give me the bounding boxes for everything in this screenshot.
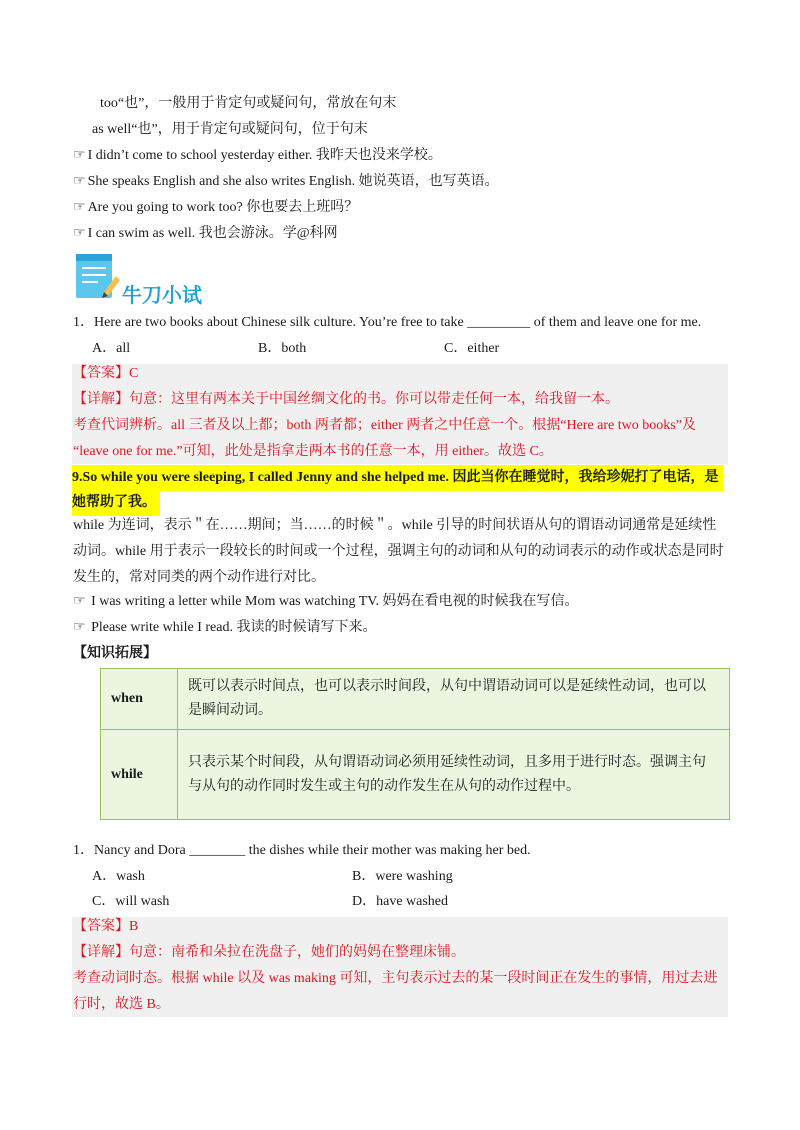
answer-detail: 行时，故选 B。 <box>73 997 170 1012</box>
question-stem: 1．Nancy and Dora ________ the dishes while their mother was making her bed. <box>73 843 531 858</box>
answer-detail: 【详解】句意：南希和朵拉在洗盘子，她们的妈妈在整理床铺。 <box>73 945 465 960</box>
answer-detail: “leave one for me.”可知，此处是指拿走两本书的任意一本，用 either。故选 C。 <box>73 444 553 459</box>
table-key: when <box>101 669 178 730</box>
option-a: A．wash <box>92 869 145 884</box>
example-sentence: ☞ I can swim as well. 我也会游泳。学@科网 <box>73 226 338 241</box>
knowledge-title: 【知识拓展】 <box>73 646 157 661</box>
option-d: D．have washed <box>352 894 449 909</box>
explanation-text: while 为连词，表示＂在……期间；当……的时候＂。while 引导的时间状语从句的谓语动词通常是延续性 <box>73 518 717 533</box>
answer-label: 【答案】B <box>73 919 139 934</box>
hand-pointer-icon: ☞ <box>73 174 86 189</box>
example-sentence: ☞ I was writing a letter while Mom was watching TV. 妈妈在看电视的时候我在写信。 <box>73 594 579 609</box>
notepad-pencil-icon <box>74 252 122 302</box>
hand-pointer-icon: ☞ <box>73 620 86 635</box>
option-c: C．will wash <box>92 894 170 909</box>
question-stem: 1．Here are two books about Chinese silk culture. You’re free to take _________ of them and leave one for me. <box>73 315 702 330</box>
example-sentence: ☞ I didn’t come to school yesterday either. 我昨天也没来学校。 <box>73 148 442 163</box>
example-sentence: ☞ She speaks English and she also writes English. 她说英语，也写英语。 <box>73 174 499 189</box>
option-b: B．were washing <box>352 869 453 884</box>
section-title: 牛刀小试 <box>122 283 202 307</box>
hand-pointer-icon: ☞ <box>73 148 86 163</box>
hand-pointer-icon: ☞ <box>73 226 86 241</box>
usage-as-well: as well“也”，用于肯定句或疑问句，位于句末 <box>92 122 368 137</box>
answer-detail: 考查代词辨析。all 三者及以上都；both 两者都；either 两者之中任意一个。根据“Here are two books”及 <box>73 418 696 433</box>
hand-pointer-icon: ☞ <box>73 594 86 609</box>
answer-detail: 【详解】句意：这里有两本关于中国丝绸文化的书。你可以带走任何一本，给我留一本。 <box>73 392 619 407</box>
option-a: A．all <box>92 341 131 356</box>
answer-label: 【答案】C <box>73 366 139 381</box>
answer-detail: 考查动词时态。根据 while 以及 was making 可知，主句表示过去的某一段时间正在发生的事情，用过去进 <box>73 971 718 986</box>
table-row <box>101 669 730 730</box>
explanation-text: 动词。while 用于表示一段较长的时间或一个过程，强调主句的动词和从句的动词表示的动作或状态是同时 <box>73 544 724 559</box>
key-sentence-cont: 她帮助了我。 <box>72 490 160 516</box>
knowledge-table <box>100 668 730 820</box>
table-row <box>101 730 730 820</box>
table-value: 既可以表示时间点，也可以表示时间段，从句中谓语动词可以是延续性动词，也可以是瞬间动词。 <box>178 669 730 730</box>
option-b: B．both <box>258 341 307 356</box>
usage-too: too“也”，一般用于肯定句或疑问句，常放在句末 <box>100 96 397 111</box>
explanation-text: 发生的，常对同类的两个动作进行对比。 <box>73 570 325 585</box>
option-c: C．either <box>444 341 500 356</box>
key-sentence: 9.So while you were sleeping, I called Jenny and she helped me. 因此当你在睡觉时，我给珍妮打了电话，是 <box>72 465 723 491</box>
answer-box <box>72 917 728 1017</box>
example-sentence: ☞ Are you going to work too? 你也要去上班吗？ <box>73 200 359 215</box>
table-key: while <box>101 730 178 820</box>
example-sentence: ☞ Please write while I read. 我读的时候请写下来。 <box>73 620 377 635</box>
table-value: 只表示某个时间段，从句谓语动词必须用延续性动词，且多用于进行时态。强调主句与从句的动作同时发生或主句的动作发生在从句的动作过程中。 <box>178 730 730 820</box>
hand-pointer-icon: ☞ <box>73 200 86 215</box>
